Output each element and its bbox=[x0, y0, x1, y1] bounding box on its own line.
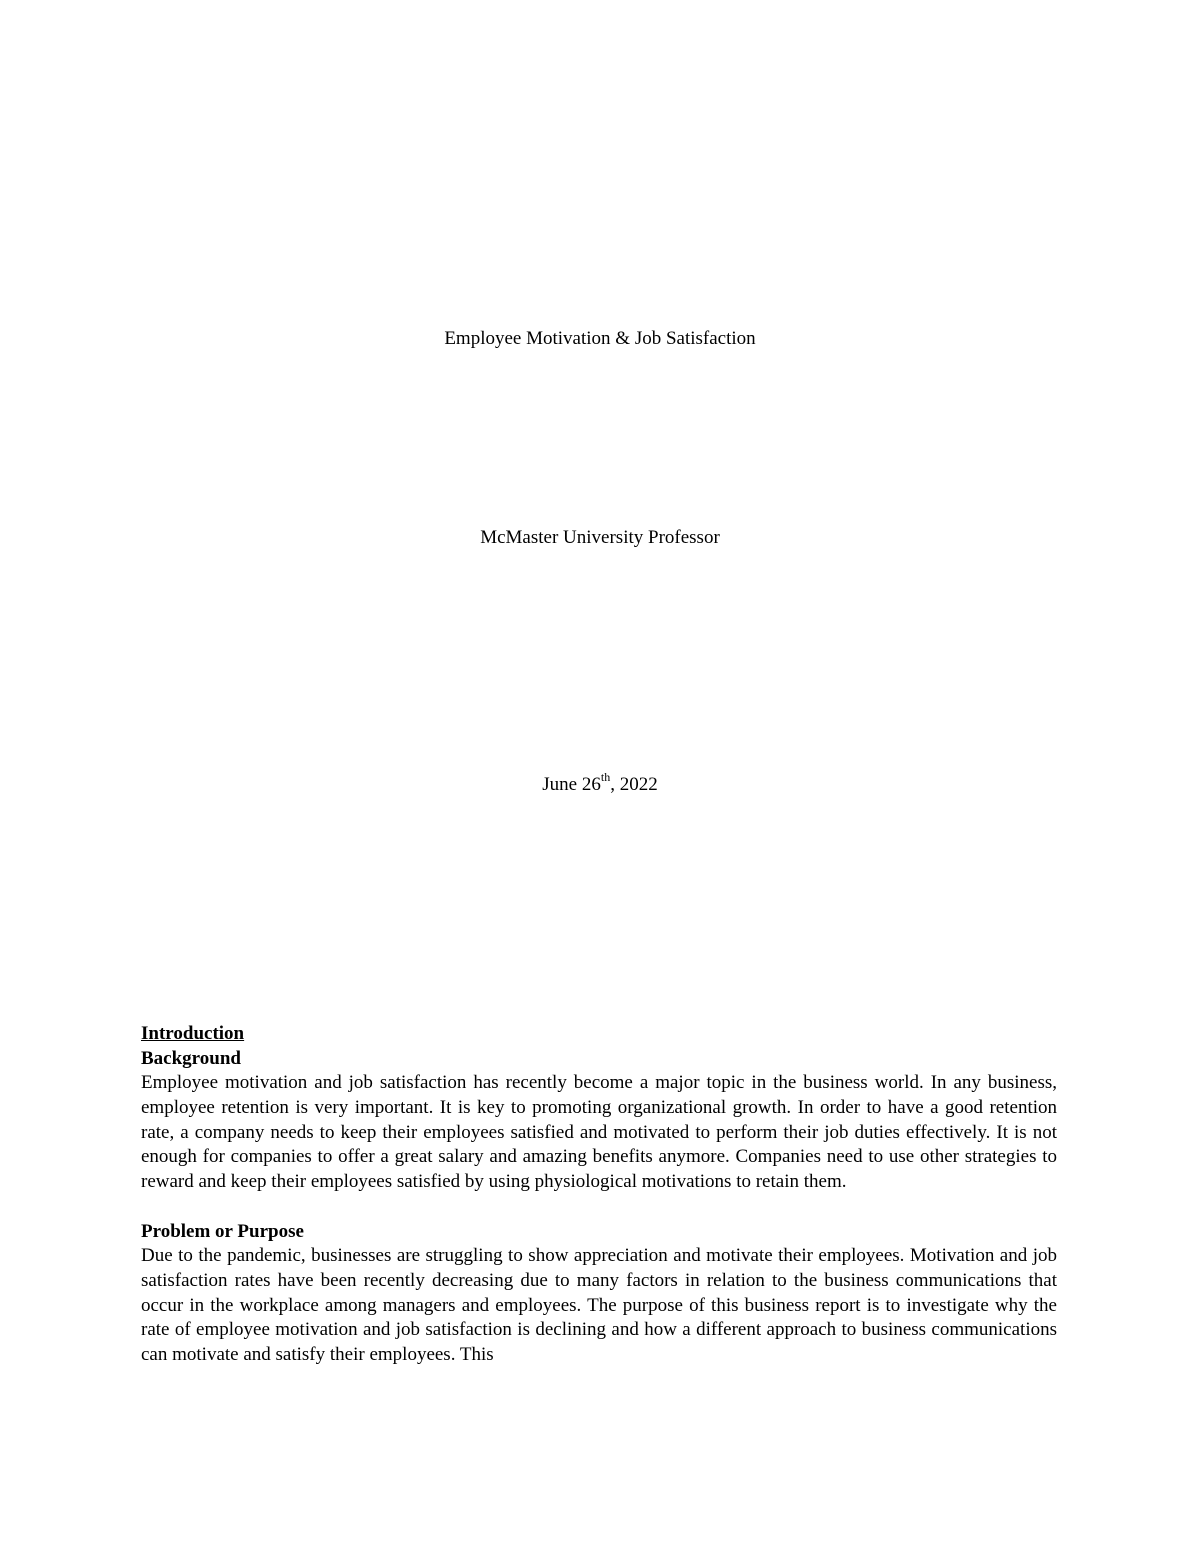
document-author: McMaster University Professor bbox=[480, 527, 720, 548]
date-suffix: th bbox=[600, 769, 611, 784]
section-spacer bbox=[141, 1195, 1057, 1219]
date-year: , 2022 bbox=[610, 774, 658, 795]
document-title: Employee Motivation & Job Satisfaction bbox=[444, 328, 756, 349]
background-heading: Background bbox=[141, 1048, 241, 1069]
report-body bbox=[141, 1021, 1057, 1368]
problem-heading: Problem or Purpose bbox=[141, 1220, 304, 1242]
problem-paragraph: Due to the pandemic, businesses are struggling to show appreciation and motivate their employees. Motivation and job satisfaction rates have been recently decreasing due to many factors in relation to the business communications that occur in the workplace among managers and employees. The purpose of this business report is to investigate why the rate of employee motivation and job satisfaction is declining and how a different approach to business communications can motivate and satisfy their employees. This bbox=[141, 1244, 1057, 1366]
background-paragraph: Employee motivation and job satisfaction has recently become a major topic in the business world. In any business, employee retention is very important. It is key to promoting organizational growth. In order to have a good retention rate, a company needs to keep their employees satisfied and motivated to perform their job duties effectively. It is not enough for companies to offer a great salary and amazing benefits anymore. Companies need to use other strategies to reward and keep their employees satisfied by using physiological motivations to retain them. bbox=[141, 1072, 1057, 1193]
date-month-day: June 26 bbox=[542, 774, 601, 795]
introduction-heading: Introduction bbox=[141, 1023, 245, 1044]
document-date bbox=[0, 769, 1200, 797]
